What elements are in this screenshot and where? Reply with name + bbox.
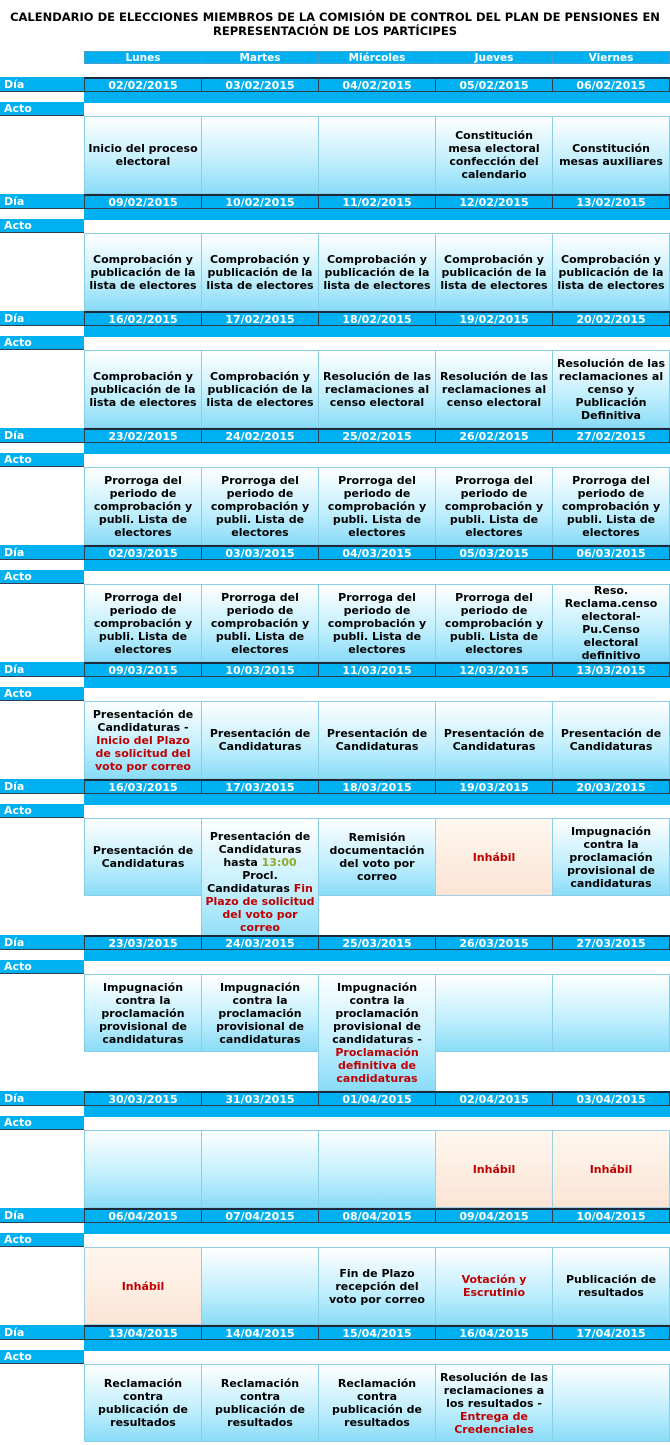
header-band [84, 443, 670, 454]
act-cell-viernes [552, 467, 670, 545]
date-cell-viernes: 27/02/2015 [552, 428, 670, 443]
act-highlight-text: Inhábil [121, 1279, 165, 1293]
act-text [205, 370, 315, 409]
header-band [84, 560, 670, 571]
act-text-part: Presentación de Candidaturas [209, 727, 311, 753]
date-cell-martes: 14/04/2015 [201, 1325, 319, 1340]
row-label-acto: Acto [0, 1350, 84, 1364]
act-cell-jueves [435, 233, 553, 311]
act-text-part: Fin de Plazo recepción del voto por correo [328, 1266, 425, 1306]
act-text [439, 1273, 549, 1299]
row-label-acto: Acto [0, 102, 84, 116]
row-label-dia: Día [0, 1091, 84, 1106]
act-cell-viernes [552, 1247, 670, 1325]
act-cell-martes [201, 584, 319, 662]
act-text-part: Comprobación y publicación de la lista de electores [557, 252, 665, 292]
date-cell-martes: 24/02/2015 [201, 428, 319, 443]
act-cell-lunes [84, 233, 202, 311]
act-cell-miercoles [318, 116, 436, 194]
act-cell-viernes [552, 584, 670, 662]
act-cell-miercoles [318, 1364, 436, 1442]
date-cell-lunes: 02/02/2015 [84, 77, 202, 92]
week-section [0, 77, 670, 197]
date-cell-lunes: 02/03/2015 [84, 545, 202, 560]
act-cell-jueves [435, 1247, 553, 1325]
act-text-part: Presentación de Candidaturas [92, 844, 194, 870]
date-cell-miercoles: 01/04/2015 [318, 1091, 436, 1106]
weekday-header-jueves: Jueves [435, 51, 553, 64]
act-cell-jueves [435, 1130, 553, 1208]
act-text [205, 474, 315, 539]
act-text [439, 591, 549, 656]
act-text-part: Constitución mesas auxiliares [559, 142, 663, 168]
header-band [84, 92, 670, 103]
header-band [84, 1340, 670, 1351]
date-cell-jueves: 05/03/2015 [435, 545, 553, 560]
date-cell-martes: 17/02/2015 [201, 311, 319, 326]
date-cell-lunes: 09/02/2015 [84, 194, 202, 209]
date-cell-miercoles: 04/03/2015 [318, 545, 436, 560]
date-cell-jueves: 12/03/2015 [435, 662, 553, 677]
act-cell-viernes [552, 818, 670, 896]
row-label-acto: Acto [0, 336, 84, 350]
act-cell-viernes [552, 1130, 670, 1208]
date-cell-miercoles: 18/03/2015 [318, 779, 436, 794]
act-text-part: Resolución de las reclamaciones al censo electoral [439, 369, 549, 409]
act-text-part: Resolución de las reclamaciones al censo y Publicación Definitiva [556, 356, 666, 422]
date-cell-martes: 07/04/2015 [201, 1208, 319, 1223]
date-cell-jueves: 19/03/2015 [435, 779, 553, 794]
week-section [0, 935, 670, 1085]
row-label-acto: Acto [0, 570, 84, 584]
date-cell-viernes: 13/03/2015 [552, 662, 670, 677]
weekday-header-miercoles: Miércoles [318, 51, 436, 64]
act-text-part: Comprobación y publicación de la lista de electores [206, 252, 314, 292]
date-cell-martes: 03/03/2015 [201, 545, 319, 560]
date-cell-viernes: 06/03/2015 [552, 545, 670, 560]
act-text-part: Prorroga del periodo de comprobación y publi. Lista de electores [327, 473, 427, 539]
act-cell-viernes [552, 974, 670, 1052]
act-text [122, 1280, 165, 1293]
date-cell-miercoles: 04/02/2015 [318, 77, 436, 92]
date-cell-martes: 10/02/2015 [201, 194, 319, 209]
act-cell-lunes [84, 1247, 202, 1325]
act-text-part: Prorroga del periodo de comprobación y publi. Lista de electores [561, 473, 661, 539]
act-cell-jueves [435, 701, 553, 779]
act-text-part: Prorroga del periodo de comprobación y publi. Lista de electores [210, 473, 310, 539]
act-cell-jueves [435, 818, 553, 896]
act-cell-miercoles [318, 1130, 436, 1208]
date-cell-viernes: 20/03/2015 [552, 779, 670, 794]
act-cell-miercoles [318, 701, 436, 779]
act-cell-martes [201, 350, 319, 428]
act-text-part: Comprobación y publicación de la lista de electores [323, 252, 431, 292]
act-cell-lunes [84, 818, 202, 896]
date-cell-lunes: 23/02/2015 [84, 428, 202, 443]
row-label-acto: Acto [0, 453, 84, 467]
date-cell-jueves: 05/02/2015 [435, 77, 553, 92]
week-section [0, 194, 670, 314]
date-cell-miercoles: 25/02/2015 [318, 428, 436, 443]
act-text-part: Procl. Candidaturas [207, 868, 294, 895]
act-text-part: Impugnación contra la proclamación provisional de candidaturas - [332, 980, 422, 1046]
act-text [205, 981, 315, 1046]
act-text-part: Comprobación y publicación de la lista de electores [440, 252, 548, 292]
act-cell-miercoles [318, 584, 436, 662]
weekday-header-lunes: Lunes [84, 51, 202, 64]
date-cell-lunes: 06/04/2015 [84, 1208, 202, 1223]
act-text [590, 1163, 633, 1176]
date-cell-miercoles: 11/02/2015 [318, 194, 436, 209]
header-band [84, 1106, 670, 1117]
act-text [88, 474, 198, 539]
act-cell-lunes [84, 584, 202, 662]
act-cell-miercoles [318, 467, 436, 545]
act-text-part: Comprobación y publicación de la lista de electores [89, 369, 197, 409]
act-cell-viernes [552, 350, 670, 428]
act-text [322, 981, 432, 1085]
act-text [322, 253, 432, 292]
date-cell-jueves: 19/02/2015 [435, 311, 553, 326]
act-text-part: Prorroga del periodo de comprobación y publi. Lista de electores [327, 590, 427, 656]
act-cell-miercoles [318, 818, 436, 896]
act-text-part: Presentación de Candidaturas hasta [209, 829, 311, 869]
act-text [205, 253, 315, 292]
act-text-part: Prorroga del periodo de comprobación y publi. Lista de electores [93, 473, 193, 539]
act-cell-lunes [84, 701, 202, 779]
page-title [0, 10, 670, 38]
act-text [322, 727, 432, 753]
act-text [439, 370, 549, 409]
act-text [88, 1377, 198, 1429]
act-cell-jueves [435, 467, 553, 545]
title-line-1: CALENDARIO DE ELECCIONES MIEMBROS DE LA COMISIÓN DE CONTROL DEL PLAN DE PENSIONES EN [10, 10, 660, 24]
week-section [0, 662, 670, 782]
date-cell-miercoles: 08/04/2015 [318, 1208, 436, 1223]
act-cell-lunes [84, 350, 202, 428]
act-cell-martes [201, 467, 319, 545]
act-cell-martes [201, 974, 319, 1052]
date-cell-jueves: 26/02/2015 [435, 428, 553, 443]
row-label-dia: Día [0, 311, 84, 326]
weekday-header-viernes: Viernes [552, 51, 670, 64]
act-text [556, 357, 666, 422]
act-text [556, 825, 666, 890]
act-text [439, 727, 549, 753]
act-text [205, 727, 315, 753]
act-text-part: Comprobación y publicación de la lista de electores [89, 252, 197, 292]
act-text-part: Inicio del proceso electoral [88, 142, 198, 168]
act-text-part: Comprobación y publicación de la lista de electores [206, 369, 314, 409]
date-cell-viernes: 03/04/2015 [552, 1091, 670, 1106]
date-cell-lunes: 30/03/2015 [84, 1091, 202, 1106]
act-text-part: Presentación de Candidaturas [443, 727, 545, 753]
week-section [0, 1091, 670, 1211]
act-text [556, 253, 666, 292]
date-cell-jueves: 12/02/2015 [435, 194, 553, 209]
date-cell-martes: 17/03/2015 [201, 779, 319, 794]
act-text [88, 708, 198, 773]
act-cell-jueves [435, 974, 553, 1052]
header-band [84, 1223, 670, 1234]
act-text [88, 591, 198, 656]
week-section [0, 779, 670, 934]
act-cell-lunes [84, 1130, 202, 1208]
date-cell-jueves: 16/04/2015 [435, 1325, 553, 1340]
header-band [84, 794, 670, 805]
act-text-part: Prorroga del periodo de comprobación y publi. Lista de electores [210, 590, 310, 656]
act-text [88, 142, 198, 168]
row-label-dia: Día [0, 1325, 84, 1340]
week-section [0, 545, 670, 665]
act-text [322, 474, 432, 539]
act-text [88, 981, 198, 1046]
act-text [322, 831, 432, 883]
date-cell-lunes: 16/02/2015 [84, 311, 202, 326]
header-band [84, 677, 670, 688]
act-text [473, 1163, 516, 1176]
act-highlight-text: Inhábil [472, 1162, 516, 1176]
act-text-part: Reso. Reclama.censo electoral-Pu.Censo electoral definitivo [564, 584, 658, 662]
act-cell-lunes [84, 467, 202, 545]
act-highlight-text: Votación y Escrutinio [461, 1273, 527, 1299]
act-text [556, 142, 666, 168]
row-label-dia: Día [0, 545, 84, 560]
date-cell-miercoles: 15/04/2015 [318, 1325, 436, 1340]
act-text-part: Resolución de las reclamaciones al censo electoral [322, 369, 432, 409]
act-text [205, 830, 315, 934]
act-text-part: Remisión documentación del voto por correo [329, 831, 425, 883]
act-text-part: Resolución de las reclamaciones a los resultados - [439, 1370, 549, 1410]
act-text-part: Presentación de Candidaturas [560, 727, 662, 753]
act-highlight-text: Inhábil [472, 850, 516, 864]
date-cell-miercoles: 11/03/2015 [318, 662, 436, 677]
act-cell-jueves [435, 350, 553, 428]
date-cell-martes: 10/03/2015 [201, 662, 319, 677]
act-text [88, 370, 198, 409]
act-text [439, 1371, 549, 1436]
act-highlight-text: Inicio del Plazo de solicitud del voto por correo [94, 733, 191, 773]
act-text [556, 584, 666, 662]
act-cell-lunes [84, 116, 202, 194]
act-cell-martes [201, 1130, 319, 1208]
date-cell-lunes: 13/04/2015 [84, 1325, 202, 1340]
title-line-2: REPRESENTACIÓN DE LOS PARTÍCIPES [213, 24, 457, 38]
act-highlight-text: Fin Plazo de solicitud del voto por correo [205, 881, 315, 934]
date-cell-viernes: 27/03/2015 [552, 935, 670, 950]
act-highlight-text: Inhábil [589, 1162, 633, 1176]
act-text-part: Publicación de resultados [565, 1273, 657, 1299]
date-cell-jueves: 02/04/2015 [435, 1091, 553, 1106]
act-cell-martes [201, 701, 319, 779]
row-label-acto: Acto [0, 1116, 84, 1130]
act-text [88, 253, 198, 292]
act-cell-miercoles [318, 233, 436, 311]
act-cell-martes [201, 818, 319, 945]
act-text-part: Impugnación contra la proclamación provisional de candidaturas [567, 824, 655, 890]
weekday-header-martes: Martes [201, 51, 319, 64]
act-cell-lunes [84, 1364, 202, 1442]
act-cell-jueves [435, 116, 553, 194]
act-text-part: Presentación de Candidaturas [326, 727, 428, 753]
act-text [322, 591, 432, 656]
date-cell-lunes: 23/03/2015 [84, 935, 202, 950]
row-label-acto: Acto [0, 804, 84, 818]
act-text-part: Prorroga del periodo de comprobación y publi. Lista de electores [444, 590, 544, 656]
act-text-part: Presentación de Candidaturas - [92, 707, 194, 734]
act-text [322, 1377, 432, 1429]
date-cell-jueves: 26/03/2015 [435, 935, 553, 950]
week-section [0, 1208, 670, 1328]
header-band [84, 950, 670, 961]
date-cell-viernes: 13/02/2015 [552, 194, 670, 209]
act-text-part: Impugnación contra la proclamación provisional de candidaturas [216, 980, 304, 1046]
row-label-dia: Día [0, 662, 84, 677]
week-section [0, 428, 670, 548]
row-label-acto: Acto [0, 960, 84, 974]
act-cell-miercoles [318, 974, 436, 1091]
act-cell-viernes [552, 701, 670, 779]
date-cell-martes: 24/03/2015 [201, 935, 319, 950]
act-cell-martes [201, 1247, 319, 1325]
row-label-dia: Día [0, 77, 84, 92]
act-cell-miercoles [318, 350, 436, 428]
act-text [205, 1377, 315, 1429]
act-text [556, 474, 666, 539]
row-label-acto: Acto [0, 219, 84, 233]
act-text [88, 844, 198, 870]
header-band [84, 209, 670, 220]
act-highlight-text: Entrega de Credenciales [454, 1409, 534, 1436]
act-text-part: Prorroga del periodo de comprobación y publi. Lista de electores [93, 590, 193, 656]
act-text [205, 591, 315, 656]
row-label-acto: Acto [0, 687, 84, 701]
act-text [322, 1267, 432, 1306]
row-label-dia: Día [0, 779, 84, 794]
act-text [439, 253, 549, 292]
week-section [0, 311, 670, 431]
act-cell-viernes [552, 116, 670, 194]
act-cell-martes [201, 233, 319, 311]
week-section [0, 1325, 670, 1445]
date-cell-viernes: 06/02/2015 [552, 77, 670, 92]
act-cell-lunes [84, 974, 202, 1052]
act-highlight-text: Proclamación definitiva de candidaturas [335, 1045, 419, 1085]
date-cell-viernes: 10/04/2015 [552, 1208, 670, 1223]
row-label-dia: Día [0, 194, 84, 209]
date-cell-lunes: 09/03/2015 [84, 662, 202, 677]
date-cell-lunes: 16/03/2015 [84, 779, 202, 794]
row-label-dia: Día [0, 428, 84, 443]
act-cell-martes [201, 116, 319, 194]
act-text [322, 370, 432, 409]
act-cell-jueves [435, 1364, 553, 1442]
act-cell-miercoles [318, 1247, 436, 1325]
act-text [439, 129, 549, 181]
date-cell-martes: 03/02/2015 [201, 77, 319, 92]
date-cell-miercoles: 18/02/2015 [318, 311, 436, 326]
act-cell-martes [201, 1364, 319, 1442]
act-text-part: Prorroga del periodo de comprobación y publi. Lista de electores [444, 473, 544, 539]
act-cell-viernes [552, 1364, 670, 1442]
act-cell-jueves [435, 584, 553, 662]
act-text-part: Reclamación contra publicación de resultados [215, 1377, 305, 1429]
date-cell-miercoles: 25/03/2015 [318, 935, 436, 950]
date-cell-viernes: 20/02/2015 [552, 311, 670, 326]
act-time-text: 13:00 [261, 855, 297, 869]
date-cell-jueves: 09/04/2015 [435, 1208, 553, 1223]
header-band [84, 326, 670, 337]
date-cell-martes: 31/03/2015 [201, 1091, 319, 1106]
row-label-acto: Acto [0, 1233, 84, 1247]
act-text [439, 474, 549, 539]
date-cell-viernes: 17/04/2015 [552, 1325, 670, 1340]
row-label-dia: Día [0, 1208, 84, 1223]
act-text-part: Constitución mesa electoral confección del calendario [448, 129, 540, 181]
act-cell-viernes [552, 233, 670, 311]
row-label-dia: Día [0, 935, 84, 950]
act-text [556, 727, 666, 753]
act-text-part: Impugnación contra la proclamación provisional de candidaturas [99, 980, 187, 1046]
act-text-part: Reclamación contra publicación de resultados [332, 1377, 422, 1429]
act-text [473, 851, 516, 864]
act-text-part: Reclamación contra publicación de resultados [98, 1377, 188, 1429]
act-text [556, 1273, 666, 1299]
